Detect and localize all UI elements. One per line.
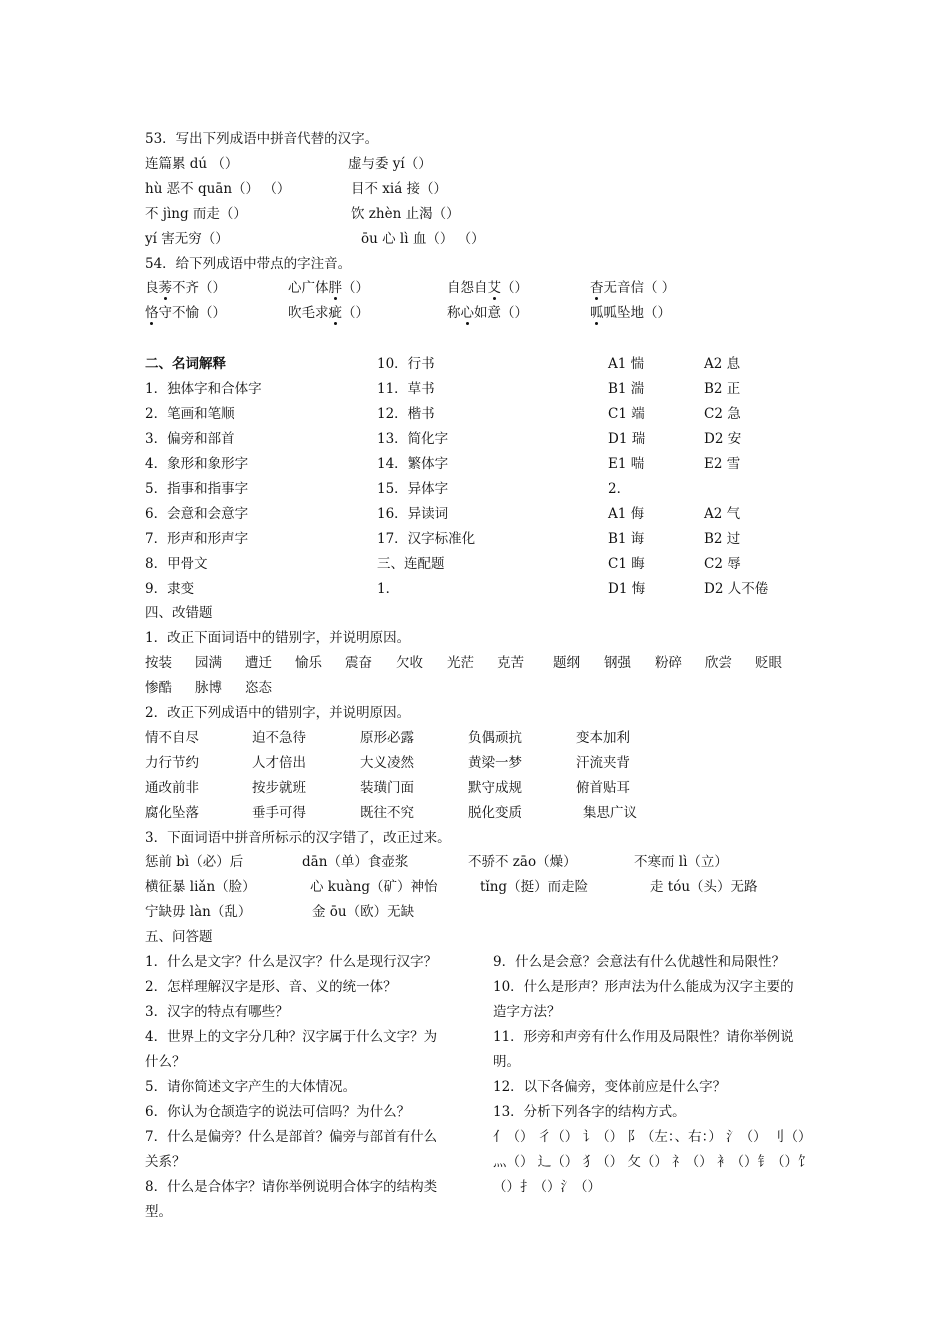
word-item: 恣态	[245, 680, 272, 696]
term-item: 7．形声和形声字	[145, 531, 249, 547]
q54-item: 杳无音信（ ）	[590, 280, 676, 296]
q54-title: 54．给下列成语中带点的字注音。	[145, 256, 352, 272]
qa-line: 10．什么是形声？形声法为什么能成为汉字主要的	[493, 979, 794, 995]
pinyin-item: 心 kuàng（矿）神怡	[310, 879, 438, 895]
word-item: 园满	[195, 655, 222, 671]
word-item: 贬眼	[755, 655, 782, 671]
word-item: 惨酷	[145, 680, 172, 696]
idiom-item: 变本加利	[576, 730, 630, 746]
idiom-item: 腐化坠落	[145, 805, 199, 821]
dotted-char: 杳	[590, 280, 604, 296]
qa-line: 8．什么是合体字？请你举例说明合体字的结构类	[145, 1179, 438, 1195]
idiom-item: 人才倍出	[252, 755, 306, 771]
q53-item: 连篇累 dú （）	[145, 156, 239, 172]
word-item: 题纲	[553, 655, 580, 671]
match-item: A2 气	[704, 506, 741, 522]
term-item: 12．楷书	[377, 406, 435, 422]
term-item: 13．简化字	[377, 431, 449, 447]
dotted-char: 胖	[328, 280, 342, 296]
q54-item: 呱呱坠地（）	[590, 305, 671, 321]
idiom-item: 力行节约	[145, 755, 199, 771]
idiom-item: 脱化变质	[468, 805, 522, 821]
term-item: 3．偏旁和部首	[145, 431, 235, 447]
match-item: A1 惴	[608, 356, 645, 372]
term-item: 5．指事和指事字	[145, 481, 249, 497]
q53-item: ōu 心 lì 血（） （）	[361, 231, 485, 247]
idiom-item: 原形必露	[360, 730, 414, 746]
q54-item: 吹毛求疵（）	[288, 305, 369, 321]
term-item: 1．独体字和合体字	[145, 381, 262, 397]
term-item: 14．繁体字	[377, 456, 449, 472]
qa-line: 12．以下各偏旁，变体前应是什么字？	[493, 1079, 727, 1095]
pinyin-item: 惩前 bì（必）后	[145, 854, 244, 870]
term-item: 16．异读词	[377, 506, 449, 522]
idiom-item: 俯首贴耳	[576, 780, 630, 796]
pinyin-item: 横征暴 liǎn（脸）	[145, 879, 256, 895]
term-item: 9．隶变	[145, 581, 195, 597]
radical-row: 亻（） 彳（） 讠（） 阝（左：、右：） 氵（） 刂（）	[493, 1129, 812, 1145]
match-item: A2 息	[704, 356, 741, 372]
pinyin-item: 不骄不 zāo（燥）	[468, 854, 577, 870]
qa-line: 1．什么是文字？什么是汉字？什么是现行汉字？	[145, 954, 438, 970]
q54-item: 心广体胖（）	[288, 280, 369, 296]
q54-item: 自怨自艾（）	[447, 280, 528, 296]
match-item: B1 诲	[608, 531, 645, 547]
q53-item: 饮 zhèn 止渴（）	[351, 206, 460, 222]
match-item: C1 端	[608, 406, 645, 422]
dotted-char: 莠	[158, 280, 172, 296]
word-item: 欠收	[396, 655, 423, 671]
word-item: 遭迁	[245, 655, 272, 671]
term-item: 4．象形和象形字	[145, 456, 249, 472]
qa-line: 明。	[493, 1054, 520, 1070]
match-item: 2．	[608, 481, 631, 497]
word-item: 震奋	[345, 655, 372, 671]
word-item: 粉碎	[655, 655, 682, 671]
radical-row: 灬（） 辶（） 犭（） 攵（） 礻（） 衤（）钅（）饣	[493, 1154, 812, 1170]
idiom-item: 汗流夹背	[576, 755, 630, 771]
dotted-char: 疵	[328, 305, 342, 321]
dotted-char: 恪	[145, 305, 159, 321]
idiom-item: 默守成规	[468, 780, 522, 796]
section-heading-matching: 三、连配题	[377, 556, 445, 572]
match-item: E2 雪	[704, 456, 741, 472]
dotted-char: 呱	[590, 305, 604, 321]
qa-line: 4．世界上的文字分几种？汉字属于什么文字？为	[145, 1029, 438, 1045]
match-item: D2 安	[704, 431, 742, 447]
word-item: 光茫	[447, 655, 474, 671]
question: 3．下面词语中拼音所标示的汉字错了，改正过来。	[145, 830, 451, 846]
q53-item: 目不 xiá 接（）	[351, 181, 448, 197]
word-item: 欣尝	[705, 655, 732, 671]
q53-title: 53．写出下列成语中拼音代替的汉字。	[145, 131, 379, 147]
match-item: B1 湍	[608, 381, 645, 397]
q54-item: 良莠不齐（）	[145, 280, 226, 296]
idiom-item: 集思广议	[583, 805, 637, 821]
pinyin-item: dān（单）食壶浆	[302, 854, 409, 870]
word-item: 克苦	[497, 655, 524, 671]
qa-line: 2．怎样理解汉字是形、音、义的统一体？	[145, 979, 397, 995]
idiom-item: 迫不急待	[252, 730, 306, 746]
q53-item: hù 恶不 quān（） （）	[145, 181, 291, 197]
pinyin-item: tǐng（挺）而走险	[480, 879, 589, 895]
term-item: 2．笔画和笔顺	[145, 406, 235, 422]
idiom-item: 情不自尽	[145, 730, 199, 746]
idiom-item: 既往不究	[360, 805, 414, 821]
term-item: 6．会意和会意字	[145, 506, 249, 522]
section-heading-terms: 二、名词解释	[145, 356, 226, 372]
term-item: 17．汉字标准化	[377, 531, 476, 547]
qa-line: 造字方法？	[493, 1004, 561, 1020]
pinyin-item: 走 tóu（头）无路	[650, 879, 758, 895]
qa-line: 6．你认为仓颉造字的说法可信吗？为什么？	[145, 1104, 411, 1120]
idiom-item: 按步就班	[252, 780, 306, 796]
section-heading-qa: 五、问答题	[145, 929, 213, 945]
idiom-item: 大义凌然	[360, 755, 414, 771]
qa-line: 5．请你简述文字产生的大体情况。	[145, 1079, 357, 1095]
match-item: D2 人不倦	[704, 581, 769, 597]
idiom-item: 装璜门面	[360, 780, 414, 796]
dotted-char: 心	[460, 305, 474, 321]
idiom-item: 通改前非	[145, 780, 199, 796]
idiom-item: 垂手可得	[252, 805, 306, 821]
match-item: C2 辱	[704, 556, 741, 572]
term-item: 8．甲骨文	[145, 556, 208, 572]
term-item: 10．行书	[377, 356, 435, 372]
match-item: C2 急	[704, 406, 741, 422]
radical-row: （）扌（）氵（）	[493, 1179, 601, 1195]
qa-line: 13．分析下列各字的结构方式。	[493, 1104, 686, 1120]
section-heading-corrections: 四、改错题	[145, 605, 213, 621]
pinyin-item: 宁缺毋 làn（乱）	[145, 904, 252, 920]
qa-line: 9．什么是会意？会意法有什么优越性和局限性？	[493, 954, 786, 970]
idiom-item: 黄梁一梦	[468, 755, 522, 771]
word-item: 按装	[145, 655, 172, 671]
q53-item: yí 害无穷（）	[145, 231, 229, 247]
word-item: 愉乐	[295, 655, 322, 671]
qa-line: 3．汉字的特点有哪些？	[145, 1004, 289, 1020]
dotted-char: 艾	[487, 280, 501, 296]
match-item: B2 过	[704, 531, 741, 547]
word-item: 钢强	[604, 655, 631, 671]
q53-item: 不 jìng 而走（）	[145, 206, 247, 222]
qa-line: 7．什么是偏旁？什么是部首？偏旁与部首有什么	[145, 1129, 438, 1145]
q54-item: 称心如意（）	[447, 305, 528, 321]
qa-line: 关系？	[145, 1154, 186, 1170]
match-item: D1 悔	[608, 581, 646, 597]
question: 2．改正下列成语中的错别字，并说明原因。	[145, 705, 411, 721]
term-item: 11．草书	[377, 381, 435, 397]
match-item: E1 喘	[608, 456, 645, 472]
match-item: D1 瑞	[608, 431, 646, 447]
pinyin-item: 金 ōu（欧）无缺	[312, 904, 415, 920]
qa-line: 11．形旁和声旁有什么作用及局限性？请你举例说	[493, 1029, 794, 1045]
match-item: B2 正	[704, 381, 741, 397]
q54-item: 恪守不愉（）	[145, 305, 226, 321]
term-item: 1．	[377, 581, 400, 597]
question: 1．改正下面词语中的错别字，并说明原因。	[145, 630, 411, 646]
qa-line: 什么？	[145, 1054, 186, 1070]
q53-item: 虚与委 yí（）	[348, 156, 432, 172]
match-item: C1 晦	[608, 556, 645, 572]
pinyin-item: 不寒而 lì（立）	[634, 854, 728, 870]
match-item: A1 侮	[608, 506, 645, 522]
qa-line: 型。	[145, 1204, 172, 1220]
idiom-item: 负偶顽抗	[468, 730, 522, 746]
word-item: 脉博	[195, 680, 222, 696]
term-item: 15．异体字	[377, 481, 449, 497]
